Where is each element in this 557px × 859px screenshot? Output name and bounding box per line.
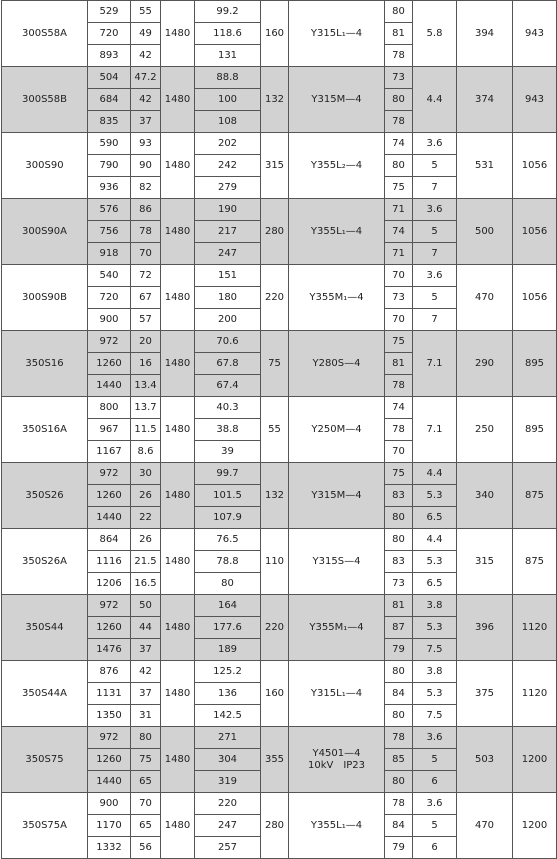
flow-value: 972 — [88, 727, 131, 749]
motor-model-line: Y315L₁—4 — [310, 687, 363, 699]
shaft-power-value: 247 — [195, 243, 261, 265]
efficiency-value: 81 — [385, 353, 413, 375]
motor-power-value: 110 — [261, 529, 289, 595]
efficiency-value: 71 — [385, 243, 413, 265]
head-value: 47.2 — [131, 67, 161, 89]
efficiency-value: 81 — [385, 595, 413, 617]
shaft-power-value: 242 — [195, 155, 261, 177]
flow-value: 1167 — [88, 441, 131, 463]
motor-model-line: Y250M—4 — [311, 423, 362, 435]
npsh-value: 5 — [413, 287, 457, 309]
head-value: 90 — [131, 155, 161, 177]
efficiency-value: 83 — [385, 485, 413, 507]
npsh-value: 4.4 — [413, 529, 457, 551]
shaft-power-value: 151 — [195, 265, 261, 287]
efficiency-value: 78 — [385, 793, 413, 815]
npsh-value: 5 — [413, 749, 457, 771]
pump-weight-value: 470 — [457, 265, 513, 331]
price-value: 1200 — [513, 727, 557, 793]
motor-model — [289, 199, 385, 265]
npsh-value: 3.8 — [413, 595, 457, 617]
flow-value: 900 — [88, 309, 131, 331]
speed-value: 1480 — [161, 67, 195, 133]
npsh-value: 3.6 — [413, 133, 457, 155]
head-value: 93 — [131, 133, 161, 155]
efficiency-value: 74 — [385, 133, 413, 155]
flow-value: 576 — [88, 199, 131, 221]
motor-power-value: 220 — [261, 265, 289, 331]
npsh-value: 6 — [413, 771, 457, 793]
head-value: 13.7 — [131, 397, 161, 419]
flow-value: 893 — [88, 45, 131, 67]
head-value: 65 — [131, 815, 161, 837]
head-value: 82 — [131, 177, 161, 199]
pump-model: 350S75A — [2, 793, 88, 859]
head-value: 50 — [131, 595, 161, 617]
motor-model-line: Y355M₁—4 — [309, 621, 364, 633]
flow-value: 1260 — [88, 749, 131, 771]
flow-value: 1260 — [88, 485, 131, 507]
speed-value: 1480 — [161, 661, 195, 727]
pump-weight-value: 503 — [457, 727, 513, 793]
npsh-value: 5.3 — [413, 551, 457, 573]
motor-model — [289, 331, 385, 397]
head-value: 37 — [131, 639, 161, 661]
motor-model-line: Y355L₁—4 — [310, 225, 363, 237]
motor-model-line: Y355L₂—4 — [310, 159, 363, 171]
flow-value: 835 — [88, 111, 131, 133]
pump-weight-value: 374 — [457, 67, 513, 133]
table-row — [2, 1, 557, 23]
npsh-value: 3.6 — [413, 793, 457, 815]
motor-model-line: Y355M₁—4 — [309, 291, 364, 303]
pump-weight-value: 375 — [457, 661, 513, 727]
shaft-power-value: 202 — [195, 133, 261, 155]
price-value: 895 — [513, 397, 557, 463]
motor-power-value: 280 — [261, 199, 289, 265]
motor-power-value: 280 — [261, 793, 289, 859]
speed-value: 1480 — [161, 331, 195, 397]
efficiency-value: 84 — [385, 683, 413, 705]
shaft-power-value: 200 — [195, 309, 261, 331]
flow-value: 900 — [88, 793, 131, 815]
motor-model — [289, 727, 385, 793]
efficiency-value: 83 — [385, 551, 413, 573]
shaft-power-value: 76.5 — [195, 529, 261, 551]
price-value: 1056 — [513, 199, 557, 265]
npsh-value: 3.6 — [413, 199, 457, 221]
head-value: 75 — [131, 749, 161, 771]
motor-model-line: Y315M—4 — [311, 489, 362, 501]
motor-model — [289, 133, 385, 199]
efficiency-value: 71 — [385, 199, 413, 221]
speed-value: 1480 — [161, 529, 195, 595]
head-value: 42 — [131, 661, 161, 683]
head-value: 31 — [131, 705, 161, 727]
shaft-power-value: 67.8 — [195, 353, 261, 375]
efficiency-value: 81 — [385, 23, 413, 45]
flow-value: 1440 — [88, 507, 131, 529]
flow-value: 720 — [88, 23, 131, 45]
flow-value: 1131 — [88, 683, 131, 705]
npsh-value: 7.5 — [413, 705, 457, 727]
motor-model — [289, 529, 385, 595]
efficiency-value: 84 — [385, 815, 413, 837]
flow-value: 756 — [88, 221, 131, 243]
head-value: 49 — [131, 23, 161, 45]
shaft-power-value: 271 — [195, 727, 261, 749]
motor-model — [289, 793, 385, 859]
npsh-value: 7 — [413, 177, 457, 199]
motor-model-line: Y355L₁—4 — [310, 819, 363, 831]
table-row — [2, 133, 557, 155]
pump-model: 350S26A — [2, 529, 88, 595]
motor-model — [289, 1, 385, 67]
motor-model — [289, 463, 385, 529]
price-value: 875 — [513, 529, 557, 595]
motor-model-line: Y4501—4 — [312, 747, 361, 759]
head-value: 80 — [131, 727, 161, 749]
shaft-power-value: 180 — [195, 287, 261, 309]
flow-value: 972 — [88, 595, 131, 617]
speed-value: 1480 — [161, 793, 195, 859]
head-value: 72 — [131, 265, 161, 287]
shaft-power-value: 319 — [195, 771, 261, 793]
flow-value: 529 — [88, 1, 131, 23]
table-row — [2, 727, 557, 749]
shaft-power-value: 107.9 — [195, 507, 261, 529]
head-value: 8.6 — [131, 441, 161, 463]
table-row — [2, 463, 557, 485]
price-value: 1200 — [513, 793, 557, 859]
efficiency-value: 78 — [385, 419, 413, 441]
head-value: 13.4 — [131, 375, 161, 397]
motor-power-value: 132 — [261, 463, 289, 529]
shaft-power-value: 88.8 — [195, 67, 261, 89]
shaft-power-value: 99.2 — [195, 1, 261, 23]
npsh-value: 6 — [413, 837, 457, 859]
motor-power-value: 160 — [261, 661, 289, 727]
pump-model: 350S44A — [2, 661, 88, 727]
pump-model: 300S90A — [2, 199, 88, 265]
head-value: 78 — [131, 221, 161, 243]
pump-weight-value: 470 — [457, 793, 513, 859]
flow-value: 967 — [88, 419, 131, 441]
npsh-value: 5.3 — [413, 683, 457, 705]
flow-value: 800 — [88, 397, 131, 419]
pump-spec-table — [1, 0, 557, 859]
motor-power-value: 55 — [261, 397, 289, 463]
price-value: 1120 — [513, 595, 557, 661]
speed-value: 1480 — [161, 133, 195, 199]
head-value: 20 — [131, 331, 161, 353]
efficiency-value: 80 — [385, 155, 413, 177]
flow-value: 936 — [88, 177, 131, 199]
shaft-power-value: 118.6 — [195, 23, 261, 45]
shaft-power-value: 177.6 — [195, 617, 261, 639]
motor-power-value: 132 — [261, 67, 289, 133]
flow-value: 1260 — [88, 353, 131, 375]
efficiency-value: 78 — [385, 727, 413, 749]
npsh-value: 3.6 — [413, 727, 457, 749]
motor-power-value: 315 — [261, 133, 289, 199]
head-value: 42 — [131, 89, 161, 111]
npsh-value: 5 — [413, 221, 457, 243]
motor-model — [289, 595, 385, 661]
head-value: 22 — [131, 507, 161, 529]
motor-model-line: Y315S—4 — [312, 555, 361, 567]
shaft-power-value: 100 — [195, 89, 261, 111]
pump-weight-value: 250 — [457, 397, 513, 463]
flow-value: 504 — [88, 67, 131, 89]
head-value: 26 — [131, 529, 161, 551]
flow-value: 1332 — [88, 837, 131, 859]
table-row — [2, 529, 557, 551]
efficiency-value: 73 — [385, 287, 413, 309]
speed-value: 1480 — [161, 727, 195, 793]
speed-value: 1480 — [161, 595, 195, 661]
motor-model-line: 10kV IP23 — [307, 759, 366, 771]
shaft-power-value: 99.7 — [195, 463, 261, 485]
table-row — [2, 265, 557, 287]
efficiency-value: 85 — [385, 749, 413, 771]
npsh-value: 4.4 — [413, 67, 457, 133]
pump-model: 350S75 — [2, 727, 88, 793]
flow-value: 720 — [88, 287, 131, 309]
efficiency-value: 78 — [385, 111, 413, 133]
efficiency-value: 74 — [385, 397, 413, 419]
shaft-power-value: 247 — [195, 815, 261, 837]
table-row — [2, 199, 557, 221]
pump-model: 300S58B — [2, 67, 88, 133]
efficiency-value: 75 — [385, 463, 413, 485]
npsh-value: 7 — [413, 309, 457, 331]
pump-model: 300S90 — [2, 133, 88, 199]
shaft-power-value: 217 — [195, 221, 261, 243]
table-row — [2, 661, 557, 683]
shaft-power-value: 190 — [195, 199, 261, 221]
shaft-power-value: 142.5 — [195, 705, 261, 727]
npsh-value: 7.5 — [413, 639, 457, 661]
npsh-value: 6.5 — [413, 573, 457, 595]
efficiency-value: 78 — [385, 375, 413, 397]
npsh-value: 4.4 — [413, 463, 457, 485]
head-value: 16 — [131, 353, 161, 375]
pump-model: 300S90B — [2, 265, 88, 331]
shaft-power-value: 67.4 — [195, 375, 261, 397]
price-value: 1120 — [513, 661, 557, 727]
shaft-power-value: 70.6 — [195, 331, 261, 353]
head-value: 56 — [131, 837, 161, 859]
flow-value: 1260 — [88, 617, 131, 639]
pump-model: 350S26 — [2, 463, 88, 529]
efficiency-value: 75 — [385, 331, 413, 353]
efficiency-value: 80 — [385, 1, 413, 23]
pump-weight-value: 500 — [457, 199, 513, 265]
table-row — [2, 331, 557, 353]
npsh-value: 6.5 — [413, 507, 457, 529]
head-value: 37 — [131, 683, 161, 705]
shaft-power-value: 304 — [195, 749, 261, 771]
pump-model: 350S16A — [2, 397, 88, 463]
npsh-value: 3.8 — [413, 661, 457, 683]
shaft-power-value: 40.3 — [195, 397, 261, 419]
head-value: 55 — [131, 1, 161, 23]
price-value: 943 — [513, 67, 557, 133]
head-value: 57 — [131, 309, 161, 331]
head-value: 11.5 — [131, 419, 161, 441]
flow-value: 590 — [88, 133, 131, 155]
flow-value: 1440 — [88, 771, 131, 793]
npsh-value: 5 — [413, 815, 457, 837]
price-value: 1056 — [513, 265, 557, 331]
efficiency-value: 80 — [385, 529, 413, 551]
efficiency-value: 80 — [385, 771, 413, 793]
efficiency-value: 79 — [385, 837, 413, 859]
npsh-value: 5.8 — [413, 1, 457, 67]
shaft-power-value: 220 — [195, 793, 261, 815]
pump-weight-value: 531 — [457, 133, 513, 199]
head-value: 30 — [131, 463, 161, 485]
motor-model-line: Y280S—4 — [312, 357, 361, 369]
shaft-power-value: 189 — [195, 639, 261, 661]
shaft-power-value: 164 — [195, 595, 261, 617]
pump-weight-value: 396 — [457, 595, 513, 661]
efficiency-value: 70 — [385, 441, 413, 463]
efficiency-value: 80 — [385, 661, 413, 683]
flow-value: 1116 — [88, 551, 131, 573]
efficiency-value: 70 — [385, 309, 413, 331]
flow-value: 1440 — [88, 375, 131, 397]
motor-power-value: 75 — [261, 331, 289, 397]
table-row — [2, 67, 557, 89]
price-value: 943 — [513, 1, 557, 67]
motor-model-line: Y315L₁—4 — [310, 27, 363, 39]
efficiency-value: 80 — [385, 89, 413, 111]
motor-power-value: 160 — [261, 1, 289, 67]
motor-model — [289, 397, 385, 463]
flow-value: 684 — [88, 89, 131, 111]
flow-value: 1476 — [88, 639, 131, 661]
npsh-value: 3.6 — [413, 265, 457, 287]
npsh-value: 7.1 — [413, 397, 457, 463]
flow-value: 1206 — [88, 573, 131, 595]
flow-value: 1170 — [88, 815, 131, 837]
shaft-power-value: 38.8 — [195, 419, 261, 441]
efficiency-value: 79 — [385, 639, 413, 661]
flow-value: 876 — [88, 661, 131, 683]
head-value: 21.5 — [131, 551, 161, 573]
speed-value: 1480 — [161, 265, 195, 331]
price-value: 1056 — [513, 133, 557, 199]
shaft-power-value: 39 — [195, 441, 261, 463]
flow-value: 540 — [88, 265, 131, 287]
efficiency-value: 78 — [385, 45, 413, 67]
price-value: 895 — [513, 331, 557, 397]
efficiency-value: 80 — [385, 705, 413, 727]
pump-model: 300S58A — [2, 1, 88, 67]
motor-model — [289, 661, 385, 727]
shaft-power-value: 257 — [195, 837, 261, 859]
shaft-power-value: 108 — [195, 111, 261, 133]
shaft-power-value: 80 — [195, 573, 261, 595]
flow-value: 918 — [88, 243, 131, 265]
flow-value: 864 — [88, 529, 131, 551]
motor-model — [289, 67, 385, 133]
efficiency-value: 74 — [385, 221, 413, 243]
pump-spec-table-body — [2, 1, 557, 859]
speed-value: 1480 — [161, 397, 195, 463]
head-value: 65 — [131, 771, 161, 793]
head-value: 26 — [131, 485, 161, 507]
motor-power-value: 355 — [261, 727, 289, 793]
motor-model-line: Y315M—4 — [311, 93, 362, 105]
npsh-value: 5.3 — [413, 617, 457, 639]
head-value: 16.5 — [131, 573, 161, 595]
pump-weight-value: 340 — [457, 463, 513, 529]
head-value: 86 — [131, 199, 161, 221]
price-value: 875 — [513, 463, 557, 529]
npsh-value: 5.3 — [413, 485, 457, 507]
table-row — [2, 793, 557, 815]
head-value: 67 — [131, 287, 161, 309]
motor-power-value: 220 — [261, 595, 289, 661]
flow-value: 790 — [88, 155, 131, 177]
efficiency-value: 70 — [385, 265, 413, 287]
shaft-power-value: 279 — [195, 177, 261, 199]
flow-value: 1350 — [88, 705, 131, 727]
head-value: 70 — [131, 793, 161, 815]
efficiency-value: 73 — [385, 67, 413, 89]
npsh-value: 7.1 — [413, 331, 457, 397]
speed-value: 1480 — [161, 199, 195, 265]
head-value: 44 — [131, 617, 161, 639]
npsh-value: 5 — [413, 155, 457, 177]
table-row — [2, 397, 557, 419]
pump-model: 350S16 — [2, 331, 88, 397]
pump-weight-value: 315 — [457, 529, 513, 595]
motor-model — [289, 265, 385, 331]
flow-value: 972 — [88, 463, 131, 485]
shaft-power-value: 131 — [195, 45, 261, 67]
shaft-power-value: 78.8 — [195, 551, 261, 573]
efficiency-value: 87 — [385, 617, 413, 639]
flow-value: 972 — [88, 331, 131, 353]
shaft-power-value: 101.5 — [195, 485, 261, 507]
table-row — [2, 595, 557, 617]
speed-value: 1480 — [161, 463, 195, 529]
shaft-power-value: 136 — [195, 683, 261, 705]
shaft-power-value: 125.2 — [195, 661, 261, 683]
head-value: 70 — [131, 243, 161, 265]
efficiency-value: 75 — [385, 177, 413, 199]
pump-model: 350S44 — [2, 595, 88, 661]
speed-value: 1480 — [161, 1, 195, 67]
npsh-value: 7 — [413, 243, 457, 265]
head-value: 42 — [131, 45, 161, 67]
efficiency-value: 80 — [385, 507, 413, 529]
pump-weight-value: 290 — [457, 331, 513, 397]
head-value: 37 — [131, 111, 161, 133]
efficiency-value: 73 — [385, 573, 413, 595]
pump-weight-value: 394 — [457, 1, 513, 67]
